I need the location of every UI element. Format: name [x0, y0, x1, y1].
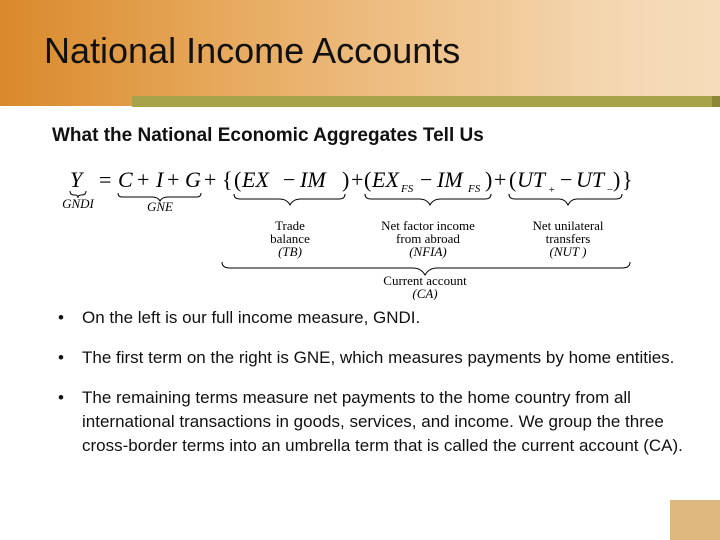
label-ca-line1: Current account: [383, 273, 467, 288]
eq-rpar-3: ): [613, 167, 621, 192]
eq-lbrace: {: [222, 167, 233, 192]
label-tb-line1: Trade: [275, 218, 305, 233]
label-tb-line2: balance: [270, 231, 310, 246]
eq-EX-FS-subscript: FS: [401, 183, 414, 195]
label-tb-line3: (TB): [278, 244, 302, 259]
bullet-text: The remaining terms measure net payments to the home country from all international transactions in goods, services, and income. We group the three cross-border terms into an umbrella term that is called the current account (CA).: [82, 388, 683, 455]
eq-minus-2: −: [420, 167, 433, 192]
bullet-item: [56, 346, 696, 370]
label-gndi: GNDI: [62, 196, 94, 211]
eq-equals: =: [99, 167, 112, 192]
label-nut-line1: Net unilateral: [532, 218, 604, 233]
eq-plus-3: +: [204, 167, 217, 192]
eq-minus-3: −: [560, 167, 573, 192]
label-nut-line2: transfers: [545, 231, 591, 246]
eq-lpar-1: (: [234, 167, 242, 192]
underbrace-nfia: [365, 194, 491, 205]
slide-subtitle: What the National Economic Aggregates Tell Us: [52, 125, 484, 146]
eq-IM-FS-subscript: FS: [468, 183, 481, 195]
eq-UT-minus: UT: [576, 167, 605, 192]
eq-lpar-3: (: [509, 167, 517, 192]
bullet-text: The first term on the right is GNE, which measures payments by home entities.: [82, 348, 675, 367]
bullet-item: [56, 306, 696, 330]
underbrace-tb: [234, 194, 345, 205]
eq-UT-plus: UT: [517, 167, 546, 192]
eq-G: G: [185, 167, 201, 192]
eq-minus-1: −: [283, 167, 296, 192]
eq-plus-1: +: [137, 167, 150, 192]
eq-plus-2: +: [167, 167, 180, 192]
eq-I: I: [156, 167, 164, 192]
eq-IM-FS: IM: [437, 167, 463, 192]
bullet-item: [56, 386, 696, 458]
eq-UT-plus-subscript: +: [548, 184, 556, 196]
bullet-marker: •: [58, 388, 64, 407]
label-ca-line2: (CA): [412, 286, 438, 300]
bullet-list: [56, 306, 696, 474]
slide-title: National Income Accounts: [44, 30, 461, 71]
eq-rpar-1: ): [342, 167, 350, 192]
eq-C: C: [118, 167, 133, 192]
eq-UT-minus-subscript: −: [606, 184, 614, 196]
eq-Y: Y: [70, 167, 83, 192]
label-gne: GNE: [147, 199, 173, 214]
eq-plus-5: +: [494, 167, 507, 192]
eq-rpar-2: ): [485, 167, 493, 192]
eq-EX-FS: EX: [372, 167, 399, 192]
eq-rbrace: }: [622, 167, 633, 192]
label-nfia-line1: Net factor income: [381, 218, 475, 233]
bullet-text: On the left is our full income measure, GNDI.: [82, 308, 421, 327]
corner-accent-block: [670, 500, 720, 540]
label-nfia-line3: (NFIA): [409, 244, 447, 259]
eq-plus-4: +: [351, 167, 364, 192]
bullet-marker: •: [58, 348, 64, 367]
eq-IM: IM: [300, 167, 326, 192]
label-nut-line3: (NUT ): [549, 244, 587, 259]
label-nfia-line2: from abroad: [396, 231, 460, 246]
eq-lpar-2: (: [364, 167, 372, 192]
bullet-marker: •: [58, 308, 64, 327]
eq-EX: EX: [242, 167, 269, 192]
